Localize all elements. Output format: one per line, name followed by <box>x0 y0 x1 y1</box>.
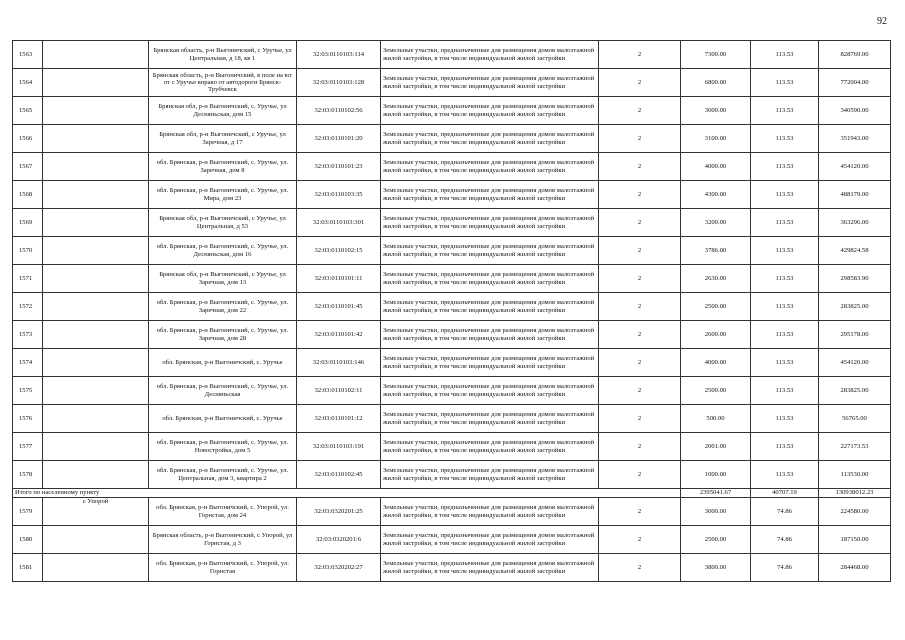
table-row <box>13 405 891 433</box>
address-cell: Брянская область, р-н Выгоничский, с Уручье, ул Центральная, д 18, кв 1 <box>149 41 297 69</box>
summary-row <box>13 489 891 498</box>
settlement-cell <box>43 349 149 377</box>
row-number: 1566 <box>13 125 43 153</box>
specific-value-cell: 113.53 <box>751 293 819 321</box>
page-number: 92 <box>877 16 887 27</box>
specific-value-cell: 113.53 <box>751 97 819 125</box>
group-cell: 2 <box>599 405 681 433</box>
specific-value-cell: 113.53 <box>751 461 819 489</box>
group-cell: 2 <box>599 349 681 377</box>
summary-rate: 40707.19 <box>751 489 819 498</box>
cadastral-number-cell: 32:03:0110101:42 <box>297 321 381 349</box>
group-cell: 2 <box>599 209 681 237</box>
land-use-cell: Земельные участки, предназначенные для размещения домов малоэтажной жилой застройки, в том числе индивидуальной жилой застройки <box>381 349 599 377</box>
row-number: 1581 <box>13 554 43 582</box>
specific-value-cell: 113.53 <box>751 405 819 433</box>
area-cell: 500.00 <box>681 405 751 433</box>
land-use-cell: Земельные участки, предназначенные для размещения домов малоэтажной жилой застройки, в том числе индивидуальной жилой застройки <box>381 69 599 97</box>
specific-value-cell: 113.53 <box>751 321 819 349</box>
settlement-cell <box>43 209 149 237</box>
land-use-cell: Земельные участки, предназначенные для размещения домов малоэтажной жилой застройки, в том числе индивидуальной жилой застройки <box>381 209 599 237</box>
table-row <box>13 554 891 582</box>
row-number: 1572 <box>13 293 43 321</box>
cadastral-value-cell: 224580.00 <box>819 498 891 526</box>
specific-value-cell: 74.86 <box>751 526 819 554</box>
cadastral-value-table <box>12 40 891 582</box>
cadastral-value-cell: 283825.00 <box>819 293 891 321</box>
land-use-cell: Земельные участки, предназначенные для размещения домов малоэтажной жилой застройки, в том числе индивидуальной жилой застройки <box>381 321 599 349</box>
area-cell: 3200.00 <box>681 209 751 237</box>
cadastral-value-cell: 363296.00 <box>819 209 891 237</box>
specific-value-cell: 113.53 <box>751 125 819 153</box>
cadastral-number-cell: 32:03:0110102:15 <box>297 237 381 265</box>
cadastral-number-cell: 32:03:0110103:191 <box>297 433 381 461</box>
group-cell: 2 <box>599 125 681 153</box>
address-cell: обл. Брянская, р-н Выгоничский, с. Уручье <box>149 349 297 377</box>
row-number: 1577 <box>13 433 43 461</box>
area-cell: 4000.00 <box>681 349 751 377</box>
row-number: 1578 <box>13 461 43 489</box>
group-cell: 2 <box>599 41 681 69</box>
table-row <box>13 41 891 69</box>
land-use-cell: Земельные участки, предназначенные для размещения домов малоэтажной жилой застройки, в том числе индивидуальной жилой застройки <box>381 265 599 293</box>
address-cell: обл. Брянская, р-н Выгоничский, с. Упорой, ул. Горнстая, дом 24 <box>149 498 297 526</box>
group-cell: 2 <box>599 461 681 489</box>
area-cell: 6800.00 <box>681 69 751 97</box>
row-number: 1564 <box>13 69 43 97</box>
area-cell: 2600.00 <box>681 321 751 349</box>
address-cell: Брянская обл, р-н Выгоничский, с Уручье, ул Центральная, д 53 <box>149 209 297 237</box>
cadastral-value-cell: 488179.00 <box>819 181 891 209</box>
address-cell: обл. Брянская, р-н Выгоничский, с. Уручье, ул. Заречная, дом 8 <box>149 153 297 181</box>
cadastral-number-cell: 32:03:0320201:6 <box>297 526 381 554</box>
group-cell: 2 <box>599 554 681 582</box>
land-use-cell: Земельные участки, предназначенные для размещения домов малоэтажной жилой застройки, в том числе индивидуальной жилой застройки <box>381 41 599 69</box>
cadastral-value-cell: 227173.53 <box>819 433 891 461</box>
settlement-cell: с Упорой <box>43 498 149 526</box>
address-cell: обл. Брянская, р-н Выгоничский, с. Уручье <box>149 405 297 433</box>
address-cell: обл. Брянская, р-н Выгоничский, с. Уручье, ул. Центральная, дом 3, квартира 2 <box>149 461 297 489</box>
specific-value-cell: 113.53 <box>751 181 819 209</box>
cadastral-value-cell: 56765.00 <box>819 405 891 433</box>
settlement-cell <box>43 153 149 181</box>
area-cell: 3786.00 <box>681 237 751 265</box>
area-cell: 2001.00 <box>681 433 751 461</box>
cadastral-value-cell: 283825.00 <box>819 377 891 405</box>
cadastral-value-cell: 298583.90 <box>819 265 891 293</box>
table-row <box>13 461 891 489</box>
specific-value-cell: 113.53 <box>751 237 819 265</box>
cadastral-number-cell: 32:03:0320202:27 <box>297 554 381 582</box>
row-number: 1563 <box>13 41 43 69</box>
group-cell: 2 <box>599 237 681 265</box>
cadastral-value-cell: 454120.00 <box>819 153 891 181</box>
cadastral-value-cell: 772004.00 <box>819 69 891 97</box>
address-cell: Брянская область, р-н Выгоничский, с Упорой, ул Горнстая, д 3 <box>149 526 297 554</box>
specific-value-cell: 74.86 <box>751 554 819 582</box>
summary-value: 130938012.23 <box>819 489 891 498</box>
group-cell: 2 <box>599 265 681 293</box>
group-cell: 2 <box>599 377 681 405</box>
specific-value-cell: 113.53 <box>751 265 819 293</box>
land-use-cell: Земельные участки, предназначенные для размещения домов малоэтажной жилой застройки, в том числе индивидуальной жилой застройки <box>381 405 599 433</box>
address-cell: Брянская область, р-н Выгоничский, в поле на юг от с Уручье вправо от автодороги Брянск-Трубчевск <box>149 69 297 97</box>
cadastral-value-cell: 340590.00 <box>819 97 891 125</box>
cadastral-value-cell: 295178.00 <box>819 321 891 349</box>
cadastral-value-cell: 187150.00 <box>819 526 891 554</box>
area-cell: 1000.00 <box>681 461 751 489</box>
table-row <box>13 237 891 265</box>
area-cell: 2500.00 <box>681 293 751 321</box>
row-number: 1571 <box>13 265 43 293</box>
settlement-cell <box>43 554 149 582</box>
table-row <box>13 181 891 209</box>
summary-area: 2395041.67 <box>681 489 751 498</box>
cadastral-number-cell: 32:03:0110101:11 <box>297 265 381 293</box>
land-use-cell: Земельные участки, предназначенные для размещения домов малоэтажной жилой застройки, в том числе индивидуальной жилой застройки <box>381 293 599 321</box>
address-cell: Брянская обл, р-н Выгоничский, с Уручье, ул Заречная, дом 13 <box>149 265 297 293</box>
land-use-cell: Земельные участки, предназначенные для размещения домов малоэтажной жилой застройки, в том числе индивидуальной жилой застройки <box>381 498 599 526</box>
table-row <box>13 209 891 237</box>
cadastral-number-cell: 32:03:0110101:23 <box>297 153 381 181</box>
cadastral-number-cell: 32:03:0110103:114 <box>297 41 381 69</box>
land-use-cell: Земельные участки, предназначенные для размещения домов малоэтажной жилой застройки, в том числе индивидуальной жилой застройки <box>381 526 599 554</box>
cadastral-number-cell: 32:03:0110102:56 <box>297 97 381 125</box>
group-cell: 2 <box>599 97 681 125</box>
land-use-cell: Земельные участки, предназначенные для размещения домов малоэтажной жилой застройки, в том числе индивидуальной жилой застройки <box>381 125 599 153</box>
cadastral-value-cell: 828769.00 <box>819 41 891 69</box>
land-use-cell: Земельные участки, предназначенные для размещения домов малоэтажной жилой застройки, в том числе индивидуальной жилой застройки <box>381 433 599 461</box>
settlement-cell <box>43 41 149 69</box>
row-number: 1574 <box>13 349 43 377</box>
table-row <box>13 433 891 461</box>
group-cell: 2 <box>599 433 681 461</box>
land-use-cell: Земельные участки, предназначенные для размещения домов малоэтажной жилой застройки, в том числе индивидуальной жилой застройки <box>381 461 599 489</box>
table-row <box>13 321 891 349</box>
table-row <box>13 498 891 526</box>
address-cell: Брянская обл, р-н Выгоничский, с. Уручье, ул Десняньская, дом 15 <box>149 97 297 125</box>
summary-label: Итого по населенному пункту <box>13 489 681 498</box>
address-cell: обл. Брянская, р-н Выгоничский, с. Уручье, ул. Десняньская <box>149 377 297 405</box>
area-cell: 3000.00 <box>681 97 751 125</box>
table-row <box>13 153 891 181</box>
area-cell: 2500.00 <box>681 526 751 554</box>
area-cell: 7300.00 <box>681 41 751 69</box>
table-row <box>13 293 891 321</box>
row-number: 1575 <box>13 377 43 405</box>
specific-value-cell: 113.53 <box>751 153 819 181</box>
group-cell: 2 <box>599 69 681 97</box>
area-cell: 2630.00 <box>681 265 751 293</box>
address-cell: обл. Брянская, р-н Выгоничский, с. Уручье, ул. Мира, дом 23 <box>149 181 297 209</box>
cadastral-value-cell: 284468.00 <box>819 554 891 582</box>
cadastral-number-cell: 32:03:0110102:45 <box>297 461 381 489</box>
area-cell: 2500.00 <box>681 377 751 405</box>
cadastral-number-cell: 32:03:0110103:301 <box>297 209 381 237</box>
specific-value-cell: 74.86 <box>751 498 819 526</box>
area-cell: 3800.00 <box>681 554 751 582</box>
address-cell: обл. Брянская, р-н Выгоничский, с. Упорой, ул. Горнстая <box>149 554 297 582</box>
area-cell: 3000.00 <box>681 498 751 526</box>
cadastral-value-cell: 429824.58 <box>819 237 891 265</box>
cadastral-number-cell: 32:03:0110103:128 <box>297 69 381 97</box>
row-number: 1565 <box>13 97 43 125</box>
specific-value-cell: 113.53 <box>751 209 819 237</box>
address-cell: обл. Брянская, р-н Выгоничский, с. Уручье, ул. Десняньская, дом 16 <box>149 237 297 265</box>
table-row <box>13 526 891 554</box>
cadastral-number-cell: 32:03:0110103:35 <box>297 181 381 209</box>
group-cell: 2 <box>599 321 681 349</box>
table-row <box>13 97 891 125</box>
land-use-cell: Земельные участки, предназначенные для размещения домов малоэтажной жилой застройки, в том числе индивидуальной жилой застройки <box>381 181 599 209</box>
cadastral-number-cell: 32:03:0320201:25 <box>297 498 381 526</box>
table-row <box>13 349 891 377</box>
area-cell: 4300.00 <box>681 181 751 209</box>
cadastral-number-cell: 32:03:0110102:11 <box>297 377 381 405</box>
address-cell: обл. Брянская, р-н Выгоничский, с. Уручье, ул. Заречная, дом 22 <box>149 293 297 321</box>
row-number: 1580 <box>13 526 43 554</box>
settlement-cell <box>43 237 149 265</box>
row-number: 1573 <box>13 321 43 349</box>
settlement-cell <box>43 433 149 461</box>
cadastral-number-cell: 32:03:0110101:12 <box>297 405 381 433</box>
group-cell: 2 <box>599 181 681 209</box>
table-row <box>13 265 891 293</box>
group-cell: 2 <box>599 293 681 321</box>
group-cell: 2 <box>599 526 681 554</box>
table-row <box>13 125 891 153</box>
settlement-cell <box>43 97 149 125</box>
address-cell: обл. Брянская, р-н Выгоничский, с. Уручье, ул. Новостройка, дом 5 <box>149 433 297 461</box>
settlement-cell <box>43 405 149 433</box>
specific-value-cell: 113.53 <box>751 377 819 405</box>
group-cell: 2 <box>599 153 681 181</box>
settlement-cell <box>43 69 149 97</box>
group-cell: 2 <box>599 498 681 526</box>
land-use-cell: Земельные участки, предназначенные для размещения домов малоэтажной жилой застройки, в том числе индивидуальной жилой застройки <box>381 554 599 582</box>
settlement-cell <box>43 125 149 153</box>
row-number: 1576 <box>13 405 43 433</box>
settlement-cell <box>43 265 149 293</box>
table-row <box>13 377 891 405</box>
cadastral-value-cell: 113530.00 <box>819 461 891 489</box>
land-use-cell: Земельные участки, предназначенные для размещения домов малоэтажной жилой застройки, в том числе индивидуальной жилой застройки <box>381 237 599 265</box>
address-cell: обл. Брянская, р-н Выгоничский, с. Уручье, ул. Заречная, дом 28 <box>149 321 297 349</box>
cadastral-number-cell: 32:03:0110101:20 <box>297 125 381 153</box>
specific-value-cell: 113.53 <box>751 433 819 461</box>
settlement-cell <box>43 181 149 209</box>
land-use-cell: Земельные участки, предназначенные для размещения домов малоэтажной жилой застройки, в том числе индивидуальной жилой застройки <box>381 377 599 405</box>
land-use-cell: Земельные участки, предназначенные для размещения домов малоэтажной жилой застройки, в том числе индивидуальной жилой застройки <box>381 97 599 125</box>
specific-value-cell: 113.53 <box>751 69 819 97</box>
cadastral-value-cell: 454120.00 <box>819 349 891 377</box>
row-number: 1579 <box>13 498 43 526</box>
cadastral-number-cell: 32:03:0110101:45 <box>297 293 381 321</box>
area-cell: 4000.00 <box>681 153 751 181</box>
settlement-cell <box>43 321 149 349</box>
settlement-cell <box>43 461 149 489</box>
cadastral-number-cell: 32:03:0110103:146 <box>297 349 381 377</box>
settlement-cell <box>43 293 149 321</box>
settlement-cell <box>43 526 149 554</box>
settlement-cell <box>43 377 149 405</box>
table-row <box>13 69 891 97</box>
specific-value-cell: 113.53 <box>751 41 819 69</box>
row-number: 1567 <box>13 153 43 181</box>
row-number: 1569 <box>13 209 43 237</box>
land-use-cell: Земельные участки, предназначенные для размещения домов малоэтажной жилой застройки, в том числе индивидуальной жилой застройки <box>381 153 599 181</box>
specific-value-cell: 113.53 <box>751 349 819 377</box>
row-number: 1568 <box>13 181 43 209</box>
area-cell: 3100.00 <box>681 125 751 153</box>
row-number: 1570 <box>13 237 43 265</box>
address-cell: Брянская обл, р-н Выгоничский, с Уручье, ул Заречная, д 17 <box>149 125 297 153</box>
cadastral-value-cell: 351943.00 <box>819 125 891 153</box>
